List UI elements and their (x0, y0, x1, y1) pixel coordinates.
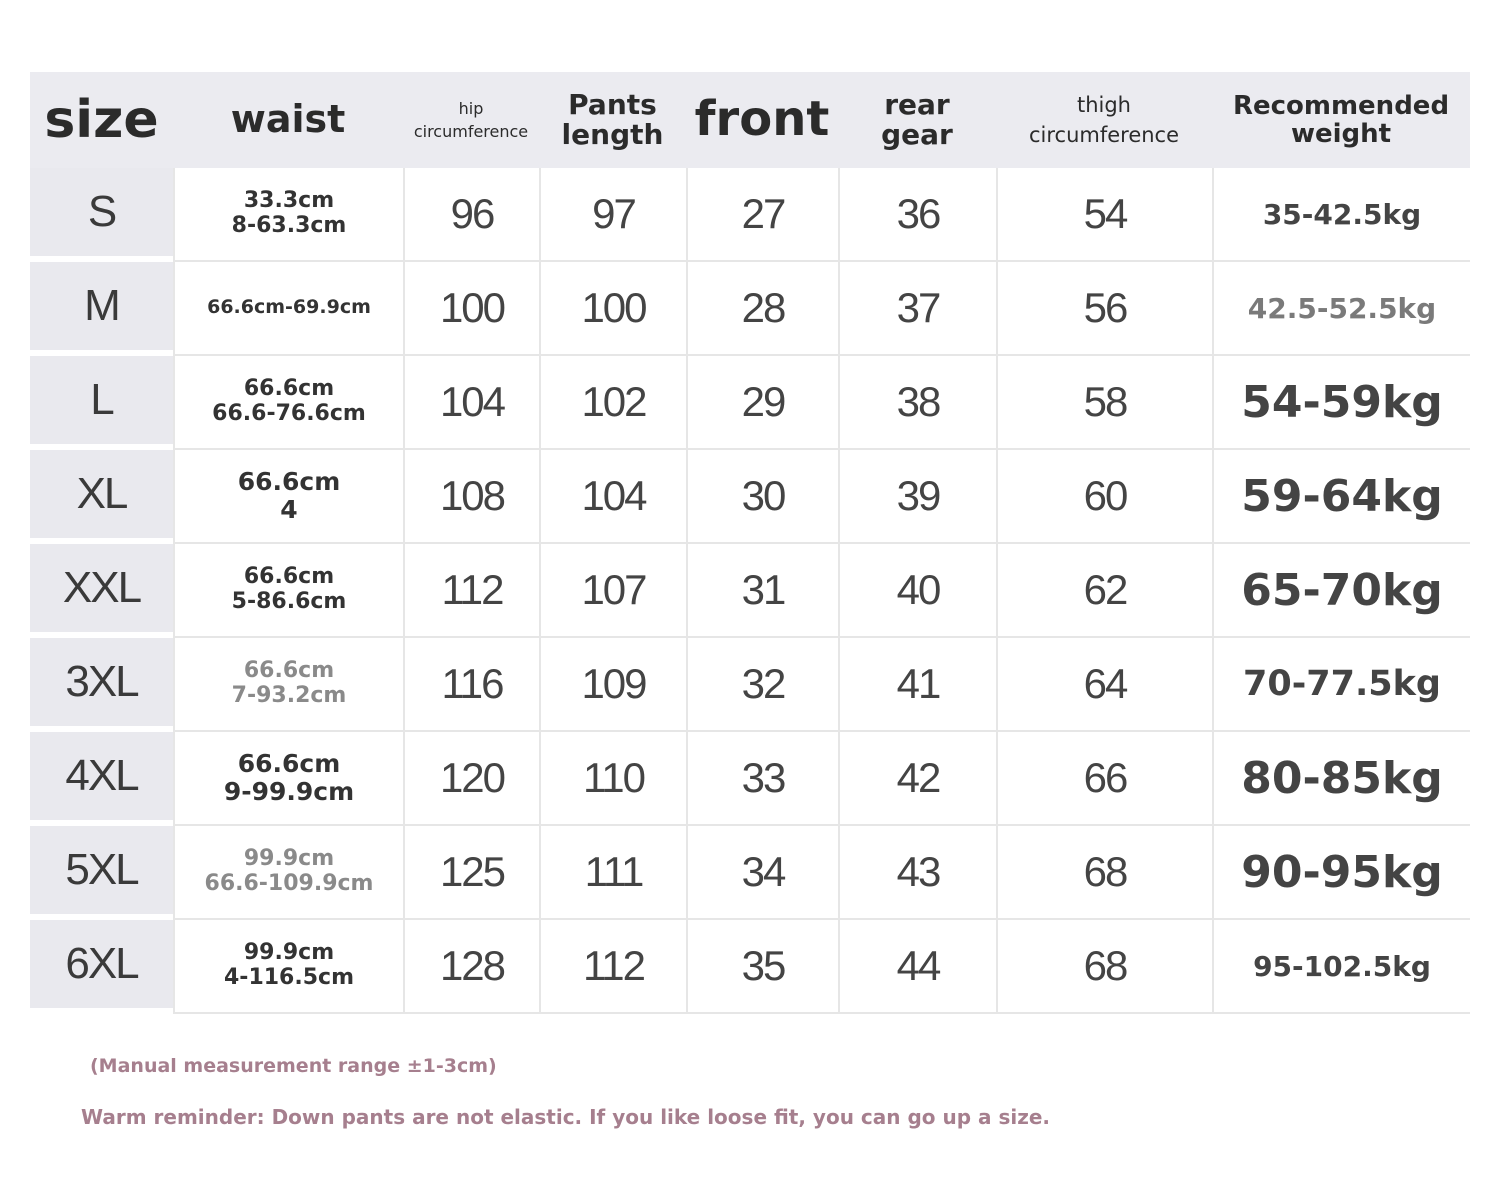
header-pants-line2: length (561, 118, 664, 151)
hip-value: 116 (441, 660, 503, 707)
header-thigh-line1: thigh (1076, 92, 1131, 117)
hip-cell (403, 638, 539, 732)
front-cell (686, 356, 838, 450)
size-cell: 5XL (30, 826, 173, 920)
weight-value: 65-70kg (1241, 564, 1443, 616)
size-cell: M (30, 262, 173, 356)
header-hip-line1: hip (458, 98, 484, 118)
rear-cell (838, 356, 996, 450)
waist-value (238, 468, 341, 524)
pants-value: 102 (581, 378, 646, 425)
front-value: 30 (741, 472, 785, 519)
weight-value: 95-102.5kg (1253, 949, 1431, 983)
thigh-cell (996, 544, 1212, 638)
front-value: 33 (741, 754, 785, 801)
header-size (30, 72, 173, 168)
thigh-value: 68 (1083, 848, 1127, 895)
rear-cell (838, 168, 996, 262)
waist-value (232, 189, 347, 238)
pants-cell (539, 920, 686, 1014)
hip-value: 104 (439, 378, 505, 425)
rear-value: 43 (896, 848, 940, 895)
pants-value: 100 (581, 284, 646, 331)
waist-value (205, 847, 374, 896)
weight-cell (1212, 920, 1470, 1014)
waist-value (212, 377, 366, 426)
waist-cell (173, 544, 403, 638)
front-cell (686, 450, 838, 544)
rear-cell (838, 638, 996, 732)
waist-cell (173, 356, 403, 450)
waist-line: 7-93.2cm (231, 683, 347, 708)
weight-value: 42.5-52.5kg (1247, 291, 1437, 325)
thigh-value: 62 (1083, 566, 1127, 613)
weight-value: 35-42.5kg (1262, 197, 1422, 231)
weight-value: 70-77.5kg (1243, 664, 1441, 704)
rear-value: 36 (896, 190, 940, 237)
waist-value (207, 297, 371, 318)
header-hip (403, 72, 539, 168)
front-cell (686, 262, 838, 356)
weight-cell (1212, 356, 1470, 450)
rear-cell (838, 450, 996, 544)
pants-value: 112 (583, 942, 644, 989)
waist-line: 66.6-76.6cm (212, 401, 366, 426)
waist-cell (173, 262, 403, 356)
pants-value: 111 (584, 848, 643, 895)
front-cell (686, 826, 838, 920)
hip-cell (403, 826, 539, 920)
waist-line: 66.6cm (243, 564, 335, 590)
pants-value: 109 (581, 660, 646, 707)
waist-cell (173, 826, 403, 920)
size-cell: 3XL (30, 638, 173, 732)
weight-value: 59-64kg (1241, 470, 1443, 522)
hip-value: 96 (450, 190, 494, 237)
weight-value: 54-59kg (1241, 376, 1443, 428)
header-rear-line2: gear (881, 118, 953, 151)
pants-cell (539, 450, 686, 544)
waist-line: 33.3cm (243, 188, 335, 214)
thigh-cell (996, 732, 1212, 826)
hip-cell (403, 356, 539, 450)
size-cell: S (30, 168, 173, 262)
front-value: 34 (741, 848, 785, 895)
size-cell: XXL (30, 544, 173, 638)
size-cell: L (30, 356, 173, 450)
pants-value: 104 (581, 472, 646, 519)
pants-cell (539, 826, 686, 920)
waist-line: 4 (280, 495, 298, 524)
weight-value: 90-95kg (1241, 846, 1443, 898)
thigh-value: 60 (1083, 472, 1127, 519)
size-cell: XL (30, 450, 173, 544)
header-front-label: front (694, 91, 830, 148)
waist-cell (173, 168, 403, 262)
thigh-cell (996, 262, 1212, 356)
thigh-value: 68 (1083, 942, 1127, 989)
rear-value: 39 (896, 472, 940, 519)
thigh-value: 54 (1083, 190, 1127, 237)
header-weight-line1: Recommended (1232, 90, 1450, 121)
front-cell (686, 638, 838, 732)
thigh-value: 64 (1083, 660, 1127, 707)
pants-value: 107 (581, 566, 646, 613)
front-value: 31 (741, 566, 785, 613)
header-pants-line1: Pants (568, 87, 657, 121)
weight-cell (1212, 544, 1470, 638)
size-cell: 4XL (30, 732, 173, 826)
weight-value: 80-85kg (1241, 752, 1443, 804)
rear-cell (838, 544, 996, 638)
hip-cell (403, 544, 539, 638)
hip-value: 112 (441, 566, 503, 613)
front-value: 28 (741, 284, 785, 331)
hip-cell (403, 168, 539, 262)
waist-line: 66.6cm (237, 467, 341, 496)
front-value: 27 (741, 190, 785, 237)
header-thigh (996, 72, 1212, 168)
thigh-value: 56 (1083, 284, 1127, 331)
waist-line: 66.6cm (243, 376, 335, 402)
size-chart-table (30, 72, 1470, 1014)
waist-line: 66.6-109.9cm (204, 871, 374, 896)
waist-line: 66.6cm (243, 658, 335, 684)
rear-value: 44 (896, 942, 940, 989)
thigh-cell (996, 168, 1212, 262)
weight-cell (1212, 168, 1470, 262)
hip-value: 125 (439, 848, 505, 895)
rear-value: 41 (896, 660, 940, 707)
waist-value (232, 659, 347, 708)
thigh-value: 58 (1083, 378, 1127, 425)
size-cell: 6XL (30, 920, 173, 1014)
pants-cell (539, 356, 686, 450)
pants-value: 110 (583, 754, 644, 801)
waist-line: 4-116.5cm (224, 965, 354, 990)
header-waist (173, 72, 403, 168)
rear-value: 40 (896, 566, 940, 613)
thigh-cell (996, 920, 1212, 1014)
waist-line: 8-63.3cm (231, 213, 347, 238)
hip-cell (403, 920, 539, 1014)
weight-cell (1212, 638, 1470, 732)
header-thigh-line2: circumference (1028, 123, 1180, 147)
header-rear-line1: rear (884, 87, 950, 121)
rear-value: 38 (896, 378, 940, 425)
pants-cell (539, 638, 686, 732)
hip-cell (403, 732, 539, 826)
header-weight-line2: weight (1290, 119, 1392, 149)
weight-cell (1212, 262, 1470, 356)
waist-line: 99.9cm (243, 846, 335, 872)
header-pants-length (539, 72, 686, 168)
waist-line: 66.6cm (237, 749, 341, 778)
measurement-note: (Manual measurement range ±1-3cm) (90, 1055, 497, 1077)
thigh-cell (996, 450, 1212, 544)
front-cell (686, 732, 838, 826)
header-size-label: size (44, 89, 159, 150)
front-cell (686, 544, 838, 638)
header-hip-line2: circumference (413, 122, 529, 141)
waist-line: 99.9cm (243, 940, 335, 966)
reminder-note: Warm reminder: Down pants are not elastic. If you like loose fit, you can go up a size. (81, 1105, 1051, 1129)
pants-cell (539, 168, 686, 262)
header-rear-gear (838, 72, 996, 168)
waist-value (224, 750, 354, 806)
thigh-value: 66 (1083, 754, 1127, 801)
pants-cell (539, 262, 686, 356)
weight-cell (1212, 732, 1470, 826)
waist-value (232, 565, 347, 614)
weight-cell (1212, 826, 1470, 920)
rear-cell (838, 732, 996, 826)
waist-cell (173, 638, 403, 732)
rear-cell (838, 826, 996, 920)
waist-line: 5-86.6cm (231, 589, 347, 614)
thigh-cell (996, 356, 1212, 450)
waist-line: 66.6cm-69.9cm (207, 296, 371, 319)
waist-cell (173, 450, 403, 544)
thigh-cell (996, 638, 1212, 732)
hip-value: 100 (439, 284, 505, 331)
weight-cell (1212, 450, 1470, 544)
rear-cell (838, 262, 996, 356)
hip-cell (403, 262, 539, 356)
rear-value: 42 (896, 754, 940, 801)
front-cell (686, 920, 838, 1014)
waist-cell (173, 920, 403, 1014)
hip-value: 128 (439, 942, 505, 989)
hip-value: 120 (439, 754, 505, 801)
pants-value: 97 (592, 190, 635, 237)
waist-line: 9-99.9cm (223, 777, 355, 806)
thigh-cell (996, 826, 1212, 920)
header-waist-label: waist (230, 97, 346, 142)
hip-value: 108 (439, 472, 505, 519)
header-recommended-weight (1212, 72, 1470, 168)
front-cell (686, 168, 838, 262)
waist-value (224, 941, 354, 990)
front-value: 35 (741, 942, 785, 989)
rear-value: 37 (896, 284, 940, 331)
front-value: 29 (741, 378, 785, 425)
pants-cell (539, 544, 686, 638)
hip-cell (403, 450, 539, 544)
front-value: 32 (741, 660, 785, 707)
waist-cell (173, 732, 403, 826)
rear-cell (838, 920, 996, 1014)
header-front (686, 72, 838, 168)
pants-cell (539, 732, 686, 826)
